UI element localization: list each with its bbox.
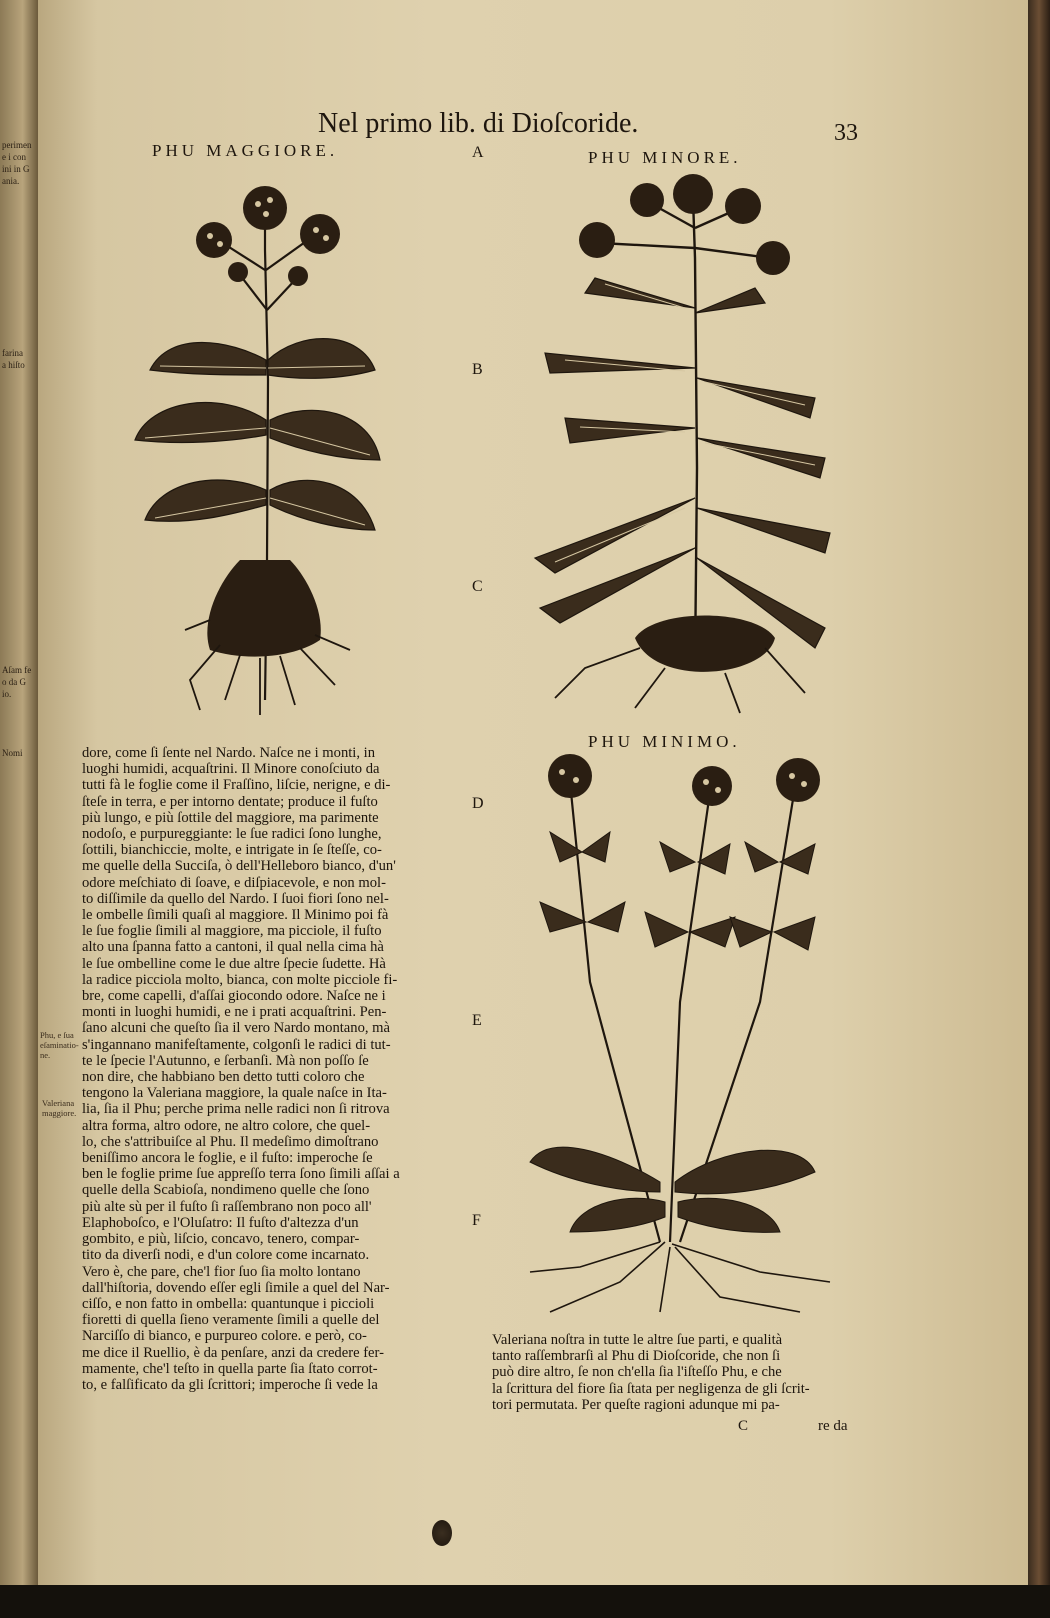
text-line: le ſue ombelline come le due altre ſpecie ſudette. Hà bbox=[82, 955, 386, 972]
catchword: re da bbox=[818, 1418, 848, 1434]
margin-fragment: Nomi bbox=[2, 748, 23, 758]
text-line: le ombelle ſimili quaſi al maggiore. Il Minimo poi fà bbox=[82, 907, 389, 924]
text-line: nodoſo, e purpureggiante: le ſue radici ſono lunghe, bbox=[82, 826, 382, 843]
right-text-column bbox=[492, 1332, 870, 1413]
sidenote-phu bbox=[40, 1030, 80, 1060]
text-line: lia, ſia il Phu; perche prima nelle radici non ſi ritrova bbox=[82, 1101, 390, 1118]
text-line: altra forma, altro odore, ne altro colore, che quel- bbox=[82, 1117, 371, 1134]
phu-minimo-illustration bbox=[510, 752, 850, 1324]
section-letter-e: E bbox=[472, 1012, 482, 1029]
text-line: Vero è, che pare, che'l fior ſuo ſia molto lontano bbox=[82, 1263, 361, 1280]
text-line: tutti fà le foglie come il Fraſſino, liſcie, nerigne, e di- bbox=[82, 777, 391, 794]
margin-fragment: Aſam fe bbox=[2, 665, 32, 675]
section-letter-f: F bbox=[472, 1212, 481, 1229]
text-line: bre, come capelli, d'aſſai giocondo odore. Naſce ne i bbox=[82, 988, 386, 1005]
signature-mark: C bbox=[738, 1418, 749, 1434]
margin-fragment: a hiſto bbox=[2, 360, 25, 370]
sidenote-line: Valeriana bbox=[42, 1098, 75, 1108]
text-line: odore meſchiato di ſoave, e diſpiacevole, e non mol- bbox=[82, 874, 386, 891]
margin-fragment: ini in G bbox=[2, 164, 30, 174]
sidenote-valeriana bbox=[42, 1098, 82, 1118]
text-line: le ſue foglie ſimili al maggiore, ma picciole, il fuſto bbox=[82, 923, 382, 940]
ink-stain bbox=[432, 1520, 452, 1546]
margin-fragment: o da G bbox=[2, 677, 26, 687]
text-line: te le ſpecie l'Autunno, e ſerbanſi. Mà non poſſo ſe bbox=[82, 1052, 369, 1069]
text-line: gombito, e più, liſcio, concavo, tenero, compar- bbox=[82, 1231, 360, 1248]
text-line: fioretti di quella ſieno veramente ſimili a quelle del bbox=[82, 1312, 380, 1329]
text-line: tanto raſſembrarſi al Phu di Dioſcoride, che non ſi bbox=[492, 1348, 781, 1365]
text-line: tito da diverſi nodi, e d'un colore come incarnato. bbox=[82, 1247, 370, 1264]
section-letter-d: D bbox=[472, 795, 484, 812]
text-line: dore, come ſi ſente nel Nardo. Naſce ne i monti, in bbox=[82, 745, 375, 761]
sidenote-line: ne. bbox=[40, 1050, 51, 1060]
running-header: Nel primo lib. di Dioſcoride. bbox=[318, 108, 639, 139]
margin-fragment: perimen bbox=[2, 140, 32, 150]
sidenote-line: Phu, e ſua bbox=[40, 1030, 74, 1040]
caption-phu-minimo: PHU MINIMO. bbox=[588, 732, 741, 751]
text-line: ſano alcuni che queſto ſia il vero Nardo montano, mà bbox=[82, 1020, 390, 1037]
text-line: ſteſe in terra, e per intorno dentate; produce il fuſto bbox=[82, 793, 378, 810]
text-line: tengono la Valeriana maggiore, la quale naſce in Ita- bbox=[82, 1085, 387, 1102]
text-line: me dice il Ruellio, è da penſare, anzi da credere fer- bbox=[82, 1344, 384, 1361]
text-line: monti in luoghi humidi, e ne i prati acquaſtrini. Pen- bbox=[82, 1004, 387, 1021]
sidenote-line: eſaminatio- bbox=[40, 1040, 79, 1050]
text-line: ben le foglie prime ſue appreſſo terra ſono ſimili aſſai a bbox=[82, 1166, 400, 1183]
text-line: dall'hiſtoria, dovendo eſſer egli ſimile a quel del Nar- bbox=[82, 1279, 390, 1296]
text-line: luoghi humidi, acquaſtrini. Il Minore conoſciuto da bbox=[82, 761, 380, 778]
text-line: beniſſimo ancora le foglie, e il fuſto: imperoche ſe bbox=[82, 1150, 373, 1167]
margin-fragment: farina bbox=[2, 348, 23, 358]
phu-minore-illustration bbox=[525, 168, 845, 728]
text-line: non dire, che habbiano ben detto tutti coloro che bbox=[82, 1069, 365, 1086]
text-line: può dire altro, ſe non ch'ella ſia l'iſteſſo Phu, e che bbox=[492, 1364, 782, 1381]
text-line: lo, che s'attribuiſce al Phu. Il medeſimo dimoſtrano bbox=[82, 1133, 379, 1150]
caption-phu-maggiore: PHU MAGGIORE. bbox=[152, 141, 339, 160]
margin-fragment: e i con bbox=[2, 152, 26, 162]
left-text-column bbox=[82, 745, 460, 1393]
text-line: la ſcrittura del fiore ſia ſtata per negligenza de gli ſcrit- bbox=[492, 1380, 810, 1397]
text-line: ſottili, bianchiccie, molte, e intrigate in ſe ſteſſe, co- bbox=[82, 842, 382, 859]
book-edge bbox=[1028, 0, 1050, 1618]
text-line: la radice picciola molto, bianca, con molte picciole fi- bbox=[82, 971, 398, 988]
section-letter-a: A bbox=[472, 144, 484, 161]
text-line: quelle della Scabioſa, nondimeno quelle che ſono bbox=[82, 1182, 370, 1199]
text-line: alto una ſpanna fatto a cantoni, il qual nella cima hà bbox=[82, 939, 384, 956]
text-line: Elaphoboſco, e l'Oluſatro: Il fuſto d'altezza d'un bbox=[82, 1214, 359, 1231]
sidenote-line: maggiore. bbox=[42, 1108, 77, 1118]
text-line: ciſſo, e non fatto in ombella: quantunque i piccioli bbox=[82, 1295, 375, 1312]
phu-maggiore-illustration bbox=[130, 180, 390, 730]
text-line: mamente, che'l teſto in quella parte ſia ſtato corrot- bbox=[82, 1360, 378, 1377]
text-line: to, e falſificato da gli ſcrittori; imperoche ſi vede la bbox=[82, 1376, 378, 1393]
text-line: Valeriana noſtra in tutte le altre ſue parti, e qualità bbox=[492, 1332, 783, 1348]
text-line: tori permutata. Per queſte ragioni adunque mi pa- bbox=[492, 1396, 780, 1413]
previous-page-edge bbox=[0, 0, 38, 1618]
section-letter-b: B bbox=[472, 361, 483, 378]
text-line: s'ingannano manifeſtamente, colgonſi le radici di tut- bbox=[82, 1036, 391, 1053]
text-line: Narciſſo di bianco, e purpureo colore. e però, co- bbox=[82, 1328, 367, 1345]
margin-fragment: io. bbox=[2, 689, 12, 699]
caption-phu-minore: PHU MINORE. bbox=[588, 148, 742, 167]
text-line: to diſſimile da quello del Nardo. I ſuoi fiori ſono nel- bbox=[82, 890, 389, 907]
text-line: più alte sù per il fuſto ſi raſſembrano non poco all' bbox=[82, 1198, 372, 1215]
text-line: più lungo, e più ſottile del maggiore, ma parimente bbox=[82, 809, 379, 826]
page-number: 33 bbox=[834, 120, 858, 146]
margin-fragment: ania. bbox=[2, 176, 20, 186]
bottom-shadow bbox=[0, 1585, 1050, 1618]
section-letter-c: C bbox=[472, 578, 483, 595]
text-line: me quelle della Succiſa, ò dell'Helleboro bianco, d'un' bbox=[82, 858, 396, 875]
